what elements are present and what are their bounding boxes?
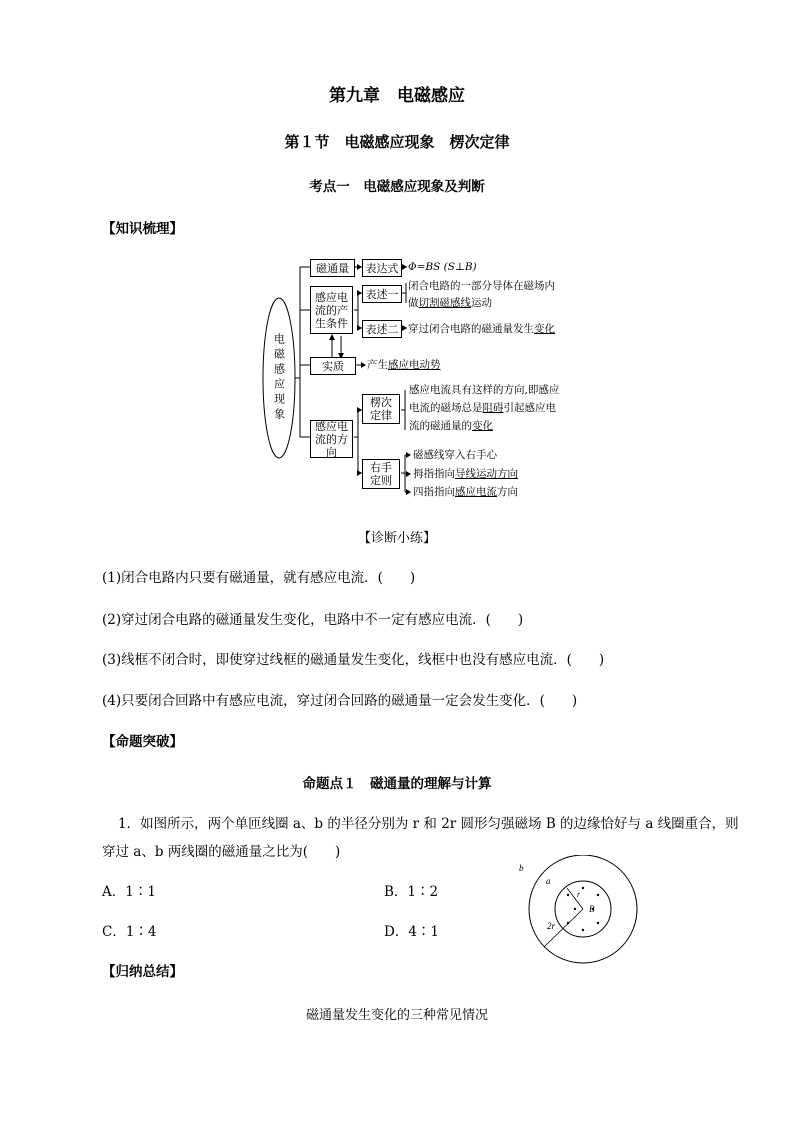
concept-root: 电磁感应现象: [272, 333, 286, 423]
label-a: a: [546, 876, 551, 886]
concept-lenz-line3: 流的磁通量的变化: [409, 420, 493, 432]
diagnosis-item-1: (1)闭合电路内只要有磁通量，就有感应电流．( ): [102, 570, 416, 586]
question-line-1: 1．如图所示，两个单匝线圈 a、b 的半径分别为 r 和 2r 圆形匀强磁场 B 的边缘恰好与 a 线圈重合，则: [118, 816, 739, 832]
radius-r-line: [567, 888, 583, 909]
summary-heading: 【归纳总结】: [102, 964, 183, 980]
concept-lenz-box: [362, 394, 400, 424]
topic-title: 考点一 电磁感应现象及判断: [309, 179, 485, 195]
concept-lenz-line1: 感应电流具有这样的方向,即感应: [409, 384, 560, 396]
concept-direction: 感应电流的方向: [315, 419, 348, 459]
concept-direction-box: [310, 420, 353, 458]
concept-essence-text: 产生感应电动势: [367, 359, 441, 371]
concept-stmt1-line2: 做切割磁感线运动: [408, 297, 492, 309]
knowledge-heading: 【知识梳理】: [102, 221, 183, 237]
concept-map: [0, 0, 794, 520]
label-r: r: [577, 890, 581, 899]
concept-flux: 磁通量: [316, 261, 349, 275]
section-title: 第１节 电磁感应现象 楞次定律: [284, 133, 510, 151]
diagnosis-item-2: (2)穿过闭合电路的磁通量发生变化，电路中不一定有感应电流．( ): [102, 612, 524, 628]
concept-stmt1-line1: 闭合电路的一部分导体在磁场内: [408, 280, 555, 292]
concept-stmt2-label: 表述二: [365, 322, 399, 336]
label-b: b: [519, 863, 524, 873]
summary-subtitle: 磁通量发生变化的三种常见情况: [305, 1008, 488, 1023]
concept-stmt2-box: [362, 320, 402, 338]
concept-rhr-item1: 磁感线穿入右手心: [413, 449, 497, 461]
option-d: D．4∶1: [384, 924, 440, 940]
concept-rhr-item2: 拇指指向导线运动方向: [413, 468, 518, 480]
concept-rhr: 右手定则: [370, 461, 392, 487]
diagnosis-item-3: (3)线框不闭合时，即使穿过线框的磁通量发生变化，线框中也没有感应电流．( ): [102, 652, 605, 668]
concept-stmt2: 穿过闭合电路的磁通量发生变化: [408, 323, 555, 335]
diagnosis-item-4: (4)只要闭合回路中有感应电流，穿过闭合回路的磁通量一定会发生变化．( ): [102, 693, 578, 709]
coil-figure-svg: [515, 855, 645, 965]
concept-essence-box: [310, 357, 356, 375]
concept-condition-box: [310, 286, 353, 334]
concept-stmt1-label: 表述一: [365, 287, 399, 301]
option-b: B．1∶2: [384, 884, 439, 900]
concept-stmt1-box: [362, 285, 402, 303]
concept-lenz: 楞次定律: [370, 396, 392, 422]
breakthrough-heading: 【命题突破】: [102, 734, 183, 750]
option-a: A．1∶1: [102, 884, 156, 900]
concept-expr-formula: Φ=BS (S⊥B): [408, 261, 477, 273]
concept-essence: 实质: [322, 359, 344, 373]
label-2r: 2r: [547, 921, 556, 931]
question-line-2: 穿过 a、b 两线圈的磁通量之比为( ): [102, 844, 341, 860]
concept-rhr-item3: 四指指向感应电流方向: [413, 486, 518, 498]
concept-expr-box: [362, 259, 402, 277]
option-c: C．1∶4: [102, 924, 157, 940]
concept-rhr-box: [362, 459, 400, 489]
concept-expr-label: 表达式: [365, 261, 399, 275]
coil-figure: [515, 855, 645, 965]
point-title: 命题点１ 磁通量的理解与计算: [302, 776, 492, 792]
concept-flux-box: [310, 259, 355, 277]
concept-condition: 感应电流的产生条件: [315, 290, 348, 330]
concept-lenz-line2: 电流的磁场总是阻碍引起感应电: [409, 402, 556, 414]
label-B: B: [589, 904, 595, 914]
chapter-title: 第九章 电磁感应: [329, 86, 465, 106]
diagnosis-heading: 【诊断小练】: [357, 531, 436, 546]
